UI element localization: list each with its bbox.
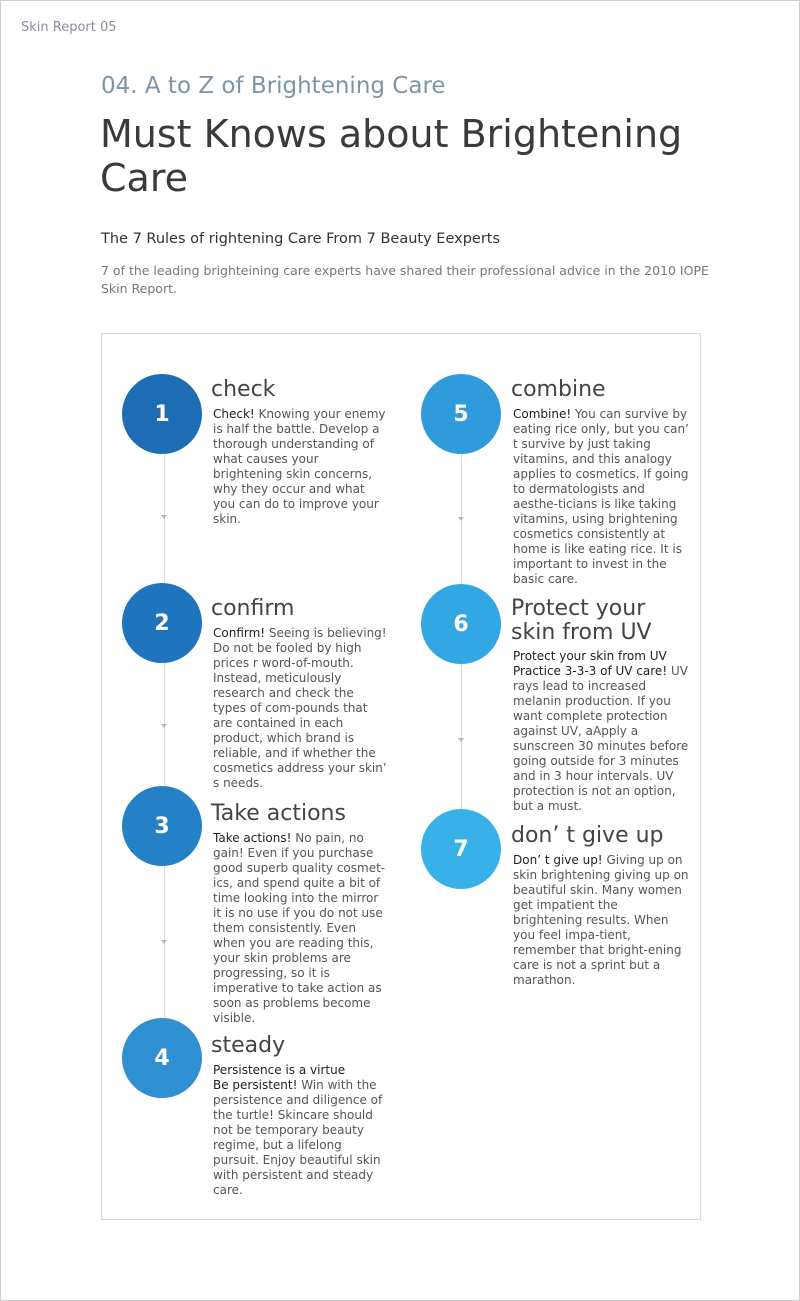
rule-number-badge: 4 xyxy=(122,1018,202,1098)
rule-lead: Check! xyxy=(213,407,255,421)
rule-number-badge: 5 xyxy=(421,374,501,454)
rule-title: check xyxy=(211,377,276,402)
rule-lead: Take actions! xyxy=(213,831,292,845)
rule-text xyxy=(513,853,689,988)
timeline-arrow xyxy=(161,940,167,944)
rule-lead: Protect your skin from UV Practice 3-3-3 of UV care! xyxy=(513,649,668,678)
rule-lead: Confirm! xyxy=(213,626,266,640)
rule-body-text: Win with the persistence and diligence of the turtle! Skincare should not be temporary beauty regime, but a lifelong pursuit. Enjoy beautiful skin with persistent and steady care. xyxy=(213,1078,383,1197)
rule-number-badge: 6 xyxy=(421,584,501,664)
rule-body-text: Giving up on skin brightening giving up on beautiful skin. Many women get impatient the brightening results. When you feel impa-tient, remember that bright-ening care is not a sprint but a marathon. xyxy=(513,853,689,987)
rules-panel xyxy=(101,333,701,1220)
rule-body-text: Seeing is believing! Do not be fooled by high prices r word-of-mouth. Instead, meticulously research and check the types of com-pounds that are contained in each product, which brand is reliable, and if whether the cosmetics address your skin’ s needs. xyxy=(213,626,387,790)
rule-title: steady xyxy=(211,1033,286,1058)
rule-text xyxy=(213,626,389,791)
timeline-arrow xyxy=(458,517,464,521)
running-head: Skin Report 05 xyxy=(21,20,117,35)
rule-lead: Persistence is a virtue Be persistent! xyxy=(213,1063,346,1092)
rule-body-text: UV rays lead to increased melanin production. If you want complete protection against UV, aApply a sunscreen 30 minutes before going outside for 3 minutes and in 3 hour intervals. UV protection is not an option, but a must. xyxy=(513,664,689,813)
rule-number-badge: 2 xyxy=(122,583,202,663)
intro-paragraph: 7 of the leading brighteining care experts have shared their professional advice in the 2010 IOPE Skin Report. xyxy=(101,263,709,296)
rule-text xyxy=(513,649,689,814)
rule-body-text: You can survive by eating rice only, but you can’ t survive by just taking vitamins, and this analogy applies to cosmetics. If going to dermatologists and aesthe-ticians is like taking vitamins, using brightening cosmetics consistently at home is like eating rice. It is important to invest in the basic care. xyxy=(513,407,689,586)
rule-title: don’ t give up xyxy=(511,823,664,848)
timeline-left xyxy=(164,454,165,1034)
rule-text xyxy=(213,407,389,527)
rule-title: Protect your skin from UV xyxy=(511,596,652,645)
timeline-arrow xyxy=(161,515,167,519)
rule-lead: Don’ t give up! xyxy=(513,853,603,867)
timeline-arrow xyxy=(161,724,167,728)
rule-body-text: Knowing your enemy is half the battle. Develop a thorough understanding of what causes your brightening skin concerns, why they occur and what you can do to improve your skin. xyxy=(213,407,386,526)
rule-title: combine xyxy=(511,377,606,402)
subtitle: The 7 Rules of rightening Care From 7 Beauty Eexperts xyxy=(101,231,501,247)
rule-title: Take actions xyxy=(211,801,346,826)
rule-text xyxy=(213,831,389,1026)
rule-number-badge: 7 xyxy=(421,809,501,889)
rule-number-badge: 1 xyxy=(122,374,202,454)
page-title: Must Knows about Brightening Care xyxy=(100,112,683,200)
rule-body-text: No pain, no gain! Even if you purchase good superb quality cosmet-ics, and spend quite a bit of time looking into the mirror it is no use if you do not use them consistently. Even when you are reading this, your skin problems are progressing, so it is imperative to take action as soon as problems become visible. xyxy=(213,831,386,1025)
rule-title: confirm xyxy=(211,596,295,621)
rule-lead: Combine! xyxy=(513,407,572,421)
timeline-arrow xyxy=(458,738,464,742)
section-title: 04. A to Z of Brightening Care xyxy=(101,73,446,99)
rule-number-badge: 3 xyxy=(122,786,202,866)
rule-text xyxy=(213,1063,389,1198)
rule-text xyxy=(513,407,689,587)
